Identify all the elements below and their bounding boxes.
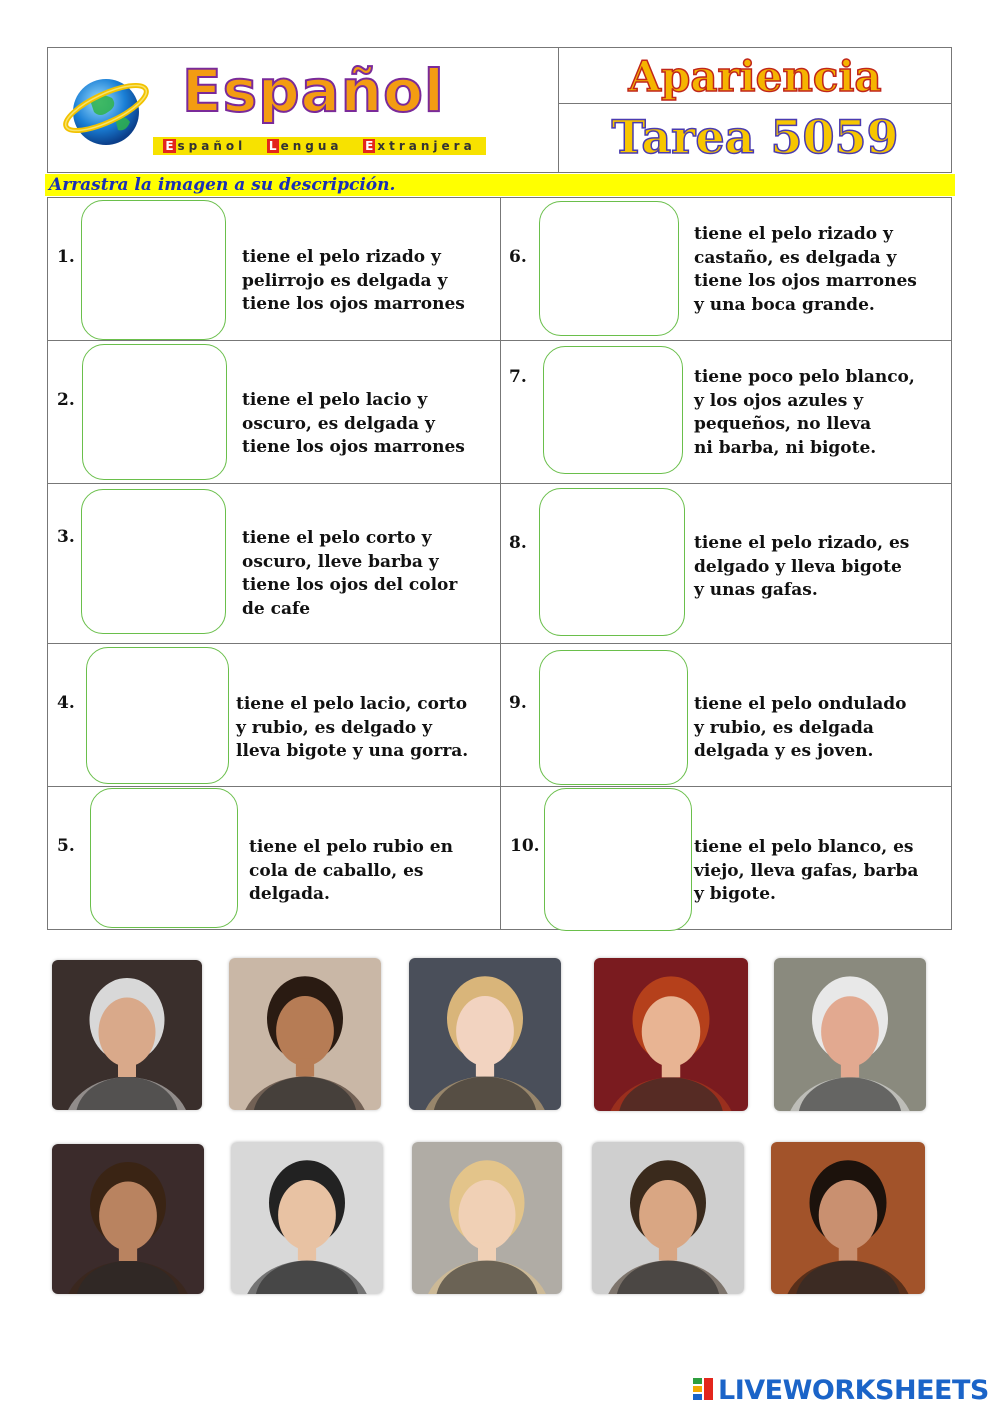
liveworksheets-logo-icon — [692, 1377, 714, 1403]
portrait-icon — [52, 960, 202, 1110]
drop-zone-7[interactable] — [543, 346, 683, 474]
item-number: 1. — [57, 247, 75, 267]
photo-young-woman-ponytail[interactable] — [409, 958, 561, 1110]
portrait-icon — [594, 958, 748, 1111]
item-number: 8. — [509, 533, 527, 553]
item-number: 6. — [509, 247, 527, 267]
photo-older-man-white-hair[interactable] — [774, 958, 926, 1111]
drop-zone-3[interactable] — [81, 489, 226, 634]
item-number: 3. — [57, 527, 75, 547]
drop-zone-5[interactable] — [90, 788, 238, 928]
portrait-icon — [774, 958, 926, 1111]
drop-zone-9[interactable] — [539, 650, 688, 785]
photo-woman-dark-hair[interactable] — [771, 1142, 925, 1294]
item-description: tiene el pelo lacio, corto y rubio, es delgado y lleva bigote y una gorra. — [236, 694, 469, 761]
item-description: tiene el pelo corto y oscuro, lleve barba y tiene los ojos del color de cafe — [242, 528, 458, 619]
photo-woman-red-curly-hair[interactable] — [594, 958, 748, 1111]
item-number: 4. — [57, 693, 75, 713]
photo-woman-curly-dark-hair[interactable] — [52, 1144, 204, 1294]
photo-young-man-cap[interactable] — [231, 1142, 383, 1294]
topic-title: Apariencia — [628, 52, 882, 101]
brand-footer — [692, 1372, 992, 1408]
item-number: 10. — [510, 836, 540, 856]
photo-older-man-sunglasses[interactable] — [52, 960, 202, 1110]
item-number: 5. — [57, 836, 75, 856]
photo-woman-blonde-wavy[interactable] — [412, 1142, 562, 1294]
drop-zone-2[interactable] — [82, 344, 227, 480]
globe-icon — [60, 62, 152, 154]
item-number: 9. — [509, 693, 527, 713]
drop-zone-10[interactable] — [544, 788, 692, 931]
logo-title: Español — [182, 57, 445, 125]
brand-name: LIVEWORKSHEETS — [718, 1374, 989, 1406]
photo-man-beard[interactable] — [592, 1142, 744, 1294]
task-title: Tarea 5059 — [611, 110, 899, 164]
item-number: 2. — [57, 390, 75, 410]
drop-zone-8[interactable] — [539, 488, 685, 636]
logo-strip-word: E spañol — [165, 139, 247, 153]
drop-zone-4[interactable] — [86, 647, 229, 784]
item-description: tiene el pelo ondulado y rubio, es delgada delgada y es joven. — [694, 694, 907, 761]
item-description: tiene el pelo rizado, es delgado y lleva bigote y unas gafas. — [694, 533, 910, 600]
portrait-icon — [231, 1142, 383, 1294]
portrait-icon — [592, 1142, 744, 1294]
header-divider — [558, 103, 952, 104]
portrait-icon — [412, 1142, 562, 1294]
item-description: tiene poco pelo blanco, y los ojos azules y pequeños, no lleva ni barba, ni bigote. — [694, 367, 915, 458]
item-description: tiene el pelo lacio y oscuro, es delgada y tiene los ojos marrones — [242, 390, 465, 457]
item-number: 7. — [509, 367, 527, 387]
header-divider — [558, 47, 559, 173]
item-description: tiene el pelo rizado y castaño, es delgada y tiene los ojos marrones y una boca grande. — [694, 224, 917, 315]
logo-strip-word: E xtranjera — [365, 139, 476, 153]
photo-man-tinted-glasses[interactable] — [229, 958, 381, 1110]
portrait-icon — [52, 1144, 204, 1294]
item-description: tiene el pelo blanco, es viejo, lleva gafas, barba y bigote. — [694, 837, 919, 904]
item-description: tiene el pelo rizado y pelirrojo es delgada y tiene los ojos marrones — [242, 247, 465, 314]
logo-strip-word: L engua — [268, 139, 343, 153]
portrait-icon — [771, 1142, 925, 1294]
drop-zone-1[interactable] — [81, 200, 226, 340]
item-description: tiene el pelo rubio en cola de caballo, es delgada. — [249, 837, 453, 904]
portrait-icon — [409, 958, 561, 1110]
instruction-bar: Arrastra la imagen a su descripción. — [45, 174, 955, 196]
drop-zone-6[interactable] — [539, 201, 679, 336]
portrait-icon — [229, 958, 381, 1110]
logo-strip — [153, 137, 486, 155]
